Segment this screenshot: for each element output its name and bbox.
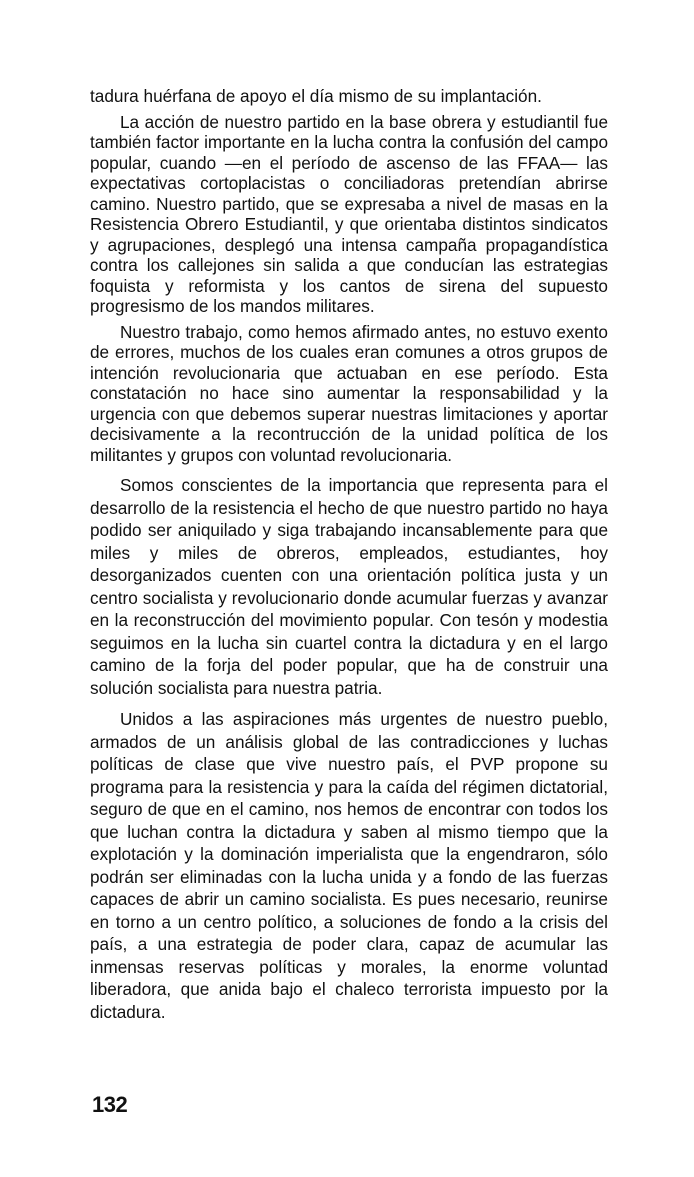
paragraph-party-action: La acción de nuestro partido en la base obrera y estudiantil fue también factor importante en la lucha contra la confusión del campo popular, cuando —en el período de ascenso de las FFAA— las expectativas cortoplacistas o conciliadoras pretendían abrirse camino. Nuestro partido, que se expresaba a nivel de masas en la Resistencia Obrero Estudiantil, y que orientaba distintos sindicatos y agrupaciones, desplegó una intensa campaña propagandística contra los callejones sin salida a que conducían las estrategias foquista y reformista y los cantos de sirena del supuesto progresismo de los mandos militares.	[90, 111, 608, 316]
paragraph-united: Unidos a las aspiraciones más urgentes de nuestro pueblo, armados de un análisis global de las contradicciones y luchas políticas de clase que vive nuestro país, el PVP propone su programa para la resistencia y para la caída del régimen dictatorial, seguro de que en el camino, nos hemos de encontrar con todos los que luchan contra la dictadura y saben al mismo tiempo que la explotación y la dominación imperialista que la engendraron, sólo podrán ser eliminadas con la lucha unida y a fondo de las fuerzas capaces de abrir un camino socialista. Es pues necesario, reunirse en torno a un centro político, a soluciones de fondo a la crisis del país, a una estrategia de poder clara, capaz de acumular las inmensas reservas políticas y morales, la enorme voluntad liberadora, que anida bajo el chaleco terrorista impuesto por la dictadura.	[90, 709, 608, 1022]
paragraph-continuation: tadura huérfana de apoyo el día mismo de su implantación.	[90, 86, 542, 106]
page-number: 132	[92, 1092, 128, 1117]
paragraph-conscious: Somos conscientes de la importancia que representa para el desarrollo de la resistencia el hecho de que nuestro partido no haya podido ser aniquilado y siga trabajando incansablemente para que miles y miles de obreros, empleados, estudiantes, hoy desorganizados cuenten con una orientación política justa y un centro socialista y revolucionario donde acumular fuerzas y avanzar en la reconstrucción del movimiento popular. Con tesón y modestia seguimos en la lucha sin cuartel contra la dictadura y en el largo camino de la forja del poder popular, que ha de construir una solución socialista para nuestra patria.	[90, 475, 608, 698]
page-body	[90, 86, 608, 1023]
paragraph-our-work: Nuestro trabajo, como hemos afirmado antes, no estuvo exento de errores, muchos de los cuales eran comunes a otros grupos de intención revolucionaria que actuaban en ese período. Esta constatación no hace sino aumentar la responsabilidad y la urgencia con que debemos superar nuestras limitaciones y aportar decisivamente a la recontrucción de la unidad política de los militantes y grupos con voluntad revolucionaria.	[90, 321, 608, 465]
